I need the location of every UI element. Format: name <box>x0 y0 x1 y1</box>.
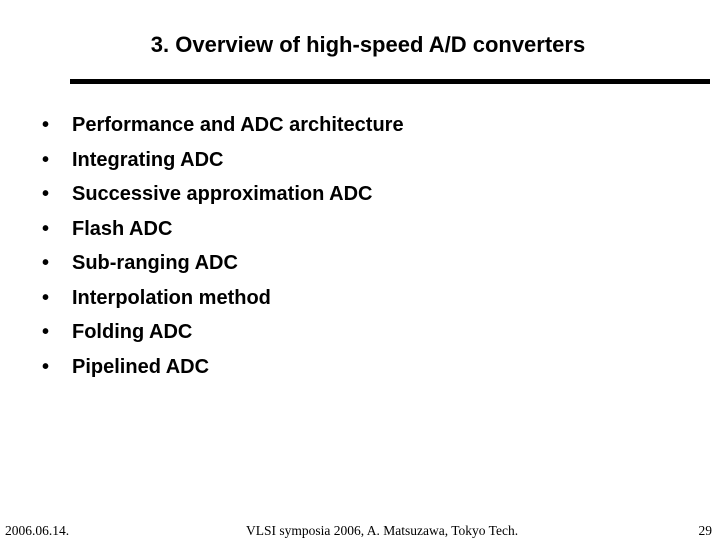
bullet-item-performance <box>40 108 404 143</box>
bullet-text: Folding ADC <box>72 321 193 344</box>
bullet-item-interpolation-method <box>40 281 404 316</box>
bullet-item-folding-adc <box>40 315 404 350</box>
title-underline-rule <box>70 79 710 84</box>
bullet-point-icon: • <box>42 217 50 240</box>
bullet-item-integrating-adc <box>40 143 404 178</box>
bullet-point-icon: • <box>42 355 50 378</box>
footer-credit: VLSI symposia 2006, A. Matsuzawa, Tokyo Tech. <box>246 523 519 538</box>
bullet-item-sub-ranging-adc <box>40 246 404 281</box>
bullet-text: Successive approximation ADC <box>72 183 373 206</box>
bullet-text: Flash ADC <box>72 217 173 240</box>
slide-title: 3. Overview of high-speed A/D converters <box>150 32 586 57</box>
bullet-point-icon: • <box>42 114 50 137</box>
bullet-text: Interpolation method <box>72 286 271 309</box>
bullet-point-icon: • <box>42 321 50 344</box>
bullet-point-icon: • <box>42 286 50 309</box>
bullet-text: Sub-ranging ADC <box>72 252 238 275</box>
bullet-list <box>40 108 404 384</box>
footer-date: 2006.06.14. <box>5 523 70 538</box>
bullet-text: Integrating ADC <box>72 148 224 171</box>
bullet-point-icon: • <box>42 148 50 171</box>
bullet-text: Pipelined ADC <box>72 355 210 378</box>
page-number: 29 <box>698 523 712 538</box>
bullet-item-pipelined-adc <box>40 350 404 385</box>
bullet-point-icon: • <box>42 183 50 206</box>
bullet-item-successive-approximation-adc <box>40 177 404 212</box>
bullet-item-flash-adc <box>40 212 404 247</box>
bullet-point-icon: • <box>42 252 50 275</box>
bullet-text: Performance and ADC architecture <box>72 114 404 137</box>
